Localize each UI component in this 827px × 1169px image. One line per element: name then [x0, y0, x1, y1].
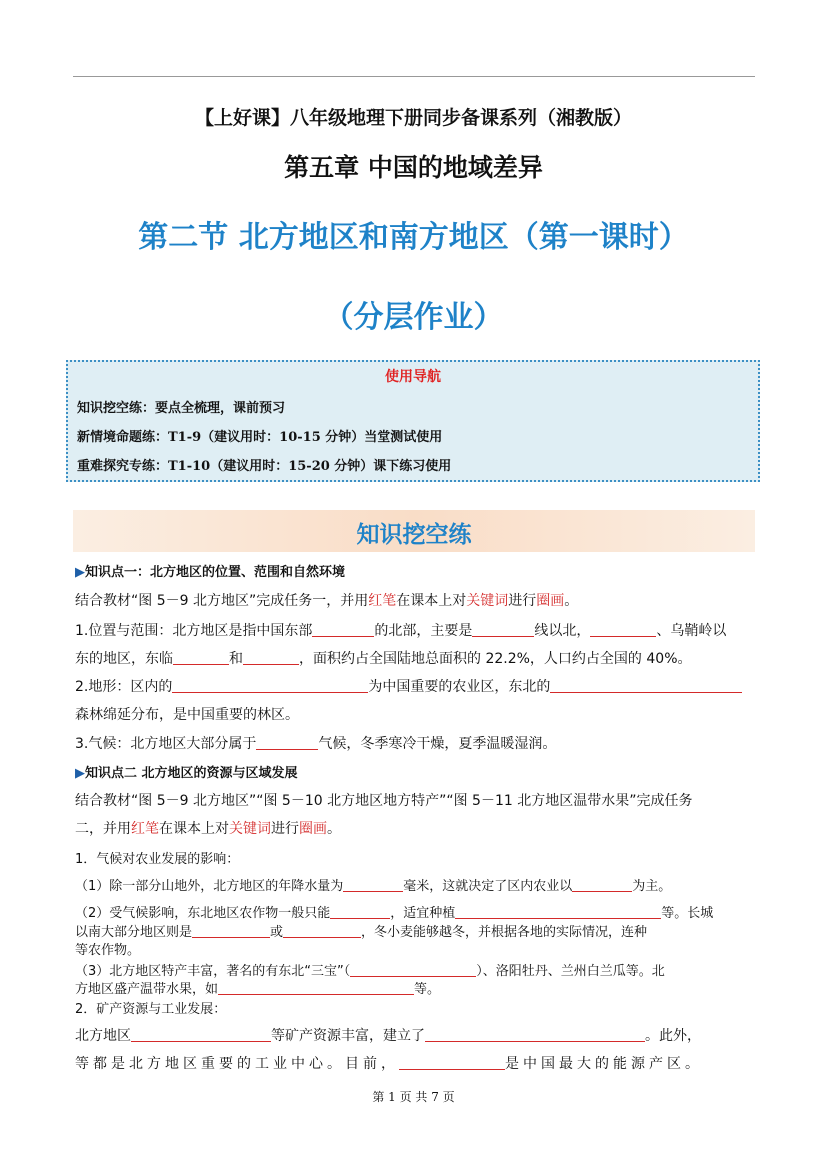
chapter-title: 第五章 中国的地域差异	[284, 153, 543, 182]
blank-field[interactable]	[173, 649, 229, 665]
subtitle: （分层作业）	[323, 300, 504, 335]
section-title: 第二节 北方地区和南方地区（第一课时）	[138, 220, 689, 255]
triangle-icon: ▶	[75, 766, 85, 781]
kp1-heading: ▶知识点一：北方地区的位置、范围和自然环境	[75, 565, 346, 580]
kp2-q1: 1．气候对农业发展的影响：	[75, 852, 240, 867]
kp2-q1-1: （1）除一部分山地外，北方地区的年降水量为 毫米，这就决定了区内农业以 为主。	[75, 875, 671, 894]
kp2-task: 结合教材“图 5－9 北方地区”“图 5－10 北方地区地方特产”“图 5－11 北方地区温带水果”完成任务	[75, 793, 693, 809]
blank-field[interactable]	[350, 961, 476, 977]
nav-title: 使用导航	[385, 369, 441, 385]
kp2-q1-2: （2）受气候影响，东北地区农作物一般只能 ，适宜种植 等。长城	[75, 902, 713, 921]
kp2-q1-3: （3）北方地区特产丰富，著名的有东北“三宝”（ ）、洛阳牡丹、兰州白兰瓜等。北	[75, 960, 665, 979]
highlight-keyword: 关键词	[229, 821, 271, 837]
highlight-red-pen: 红笔	[368, 593, 397, 609]
blank-field[interactable]	[343, 876, 403, 892]
kp1-task: 结合教材“图 5－9 北方地区”完成任务一，并用红笔在课本上对关键词进行圈画。	[75, 593, 579, 609]
banner-title: 知识挖空练	[356, 522, 472, 548]
blank-field[interactable]	[243, 649, 299, 665]
blank-field[interactable]	[172, 677, 368, 693]
header-rule	[73, 76, 755, 77]
kp2-q2-a: 北方地区 等矿产资源丰富，建立了 。此外，	[75, 1028, 701, 1044]
blank-field[interactable]	[131, 1026, 271, 1042]
highlight-circle: 圈画	[299, 821, 327, 837]
kp2-q2: 2．矿产资源与工业发展：	[75, 1002, 227, 1017]
nav-line-1: 知识挖空练：要点全梳理，课前预习	[77, 401, 286, 416]
blank-field[interactable]	[399, 1054, 505, 1070]
blank-field[interactable]	[455, 903, 661, 919]
nav-line-3: 重难探究专练：T1-10（建议用时：15-20 分钟）课下练习使用	[77, 459, 452, 474]
highlight-circle: 圈画	[536, 593, 565, 609]
blank-field[interactable]	[572, 876, 632, 892]
nav-line-2: 新情境命题练：T1-9（建议用时：10-15 分钟）当堂测试使用	[77, 430, 443, 445]
kp1-p3: 3.气候：北方地区大部分属于 气候，冬季寒冷干燥，夏季温暖湿润。	[75, 736, 557, 752]
usage-navigation-box	[66, 360, 760, 482]
highlight-keyword: 关键词	[466, 593, 509, 609]
section-banner	[73, 510, 755, 552]
kp2-q2-b: 等都是北方地区重要的工业中心。目前， 是中国最大的能源产区。	[75, 1056, 703, 1072]
blank-field[interactable]	[283, 922, 361, 938]
highlight-red-pen: 红笔	[131, 821, 159, 837]
kp2-q1-2-end: 等农作物。	[75, 943, 141, 958]
blank-field[interactable]	[218, 979, 414, 995]
triangle-icon: ▶	[75, 565, 85, 580]
kp2-task-cont: 二，并用红笔在课本上对关键词进行圈画。	[75, 821, 341, 837]
kp1-p1-cont: 东的地区，东临 和 ，面积约占全国陆地总面积的 22.2%，人口约占全国的 40%。	[75, 651, 692, 667]
blank-field[interactable]	[192, 922, 270, 938]
blank-field[interactable]	[312, 621, 374, 637]
blank-field[interactable]	[256, 734, 318, 750]
kp1-p1: 1.位置与范围：北方地区是指中国东部 的北部，主要是 线以北， 、乌鞘岭以	[75, 623, 727, 639]
blank-field[interactable]	[590, 621, 656, 637]
blank-field[interactable]	[330, 903, 390, 919]
page-footer: 第 1 页 共 7 页	[372, 1090, 455, 1104]
blank-field[interactable]	[550, 677, 742, 693]
blank-field[interactable]	[425, 1026, 645, 1042]
kp2-q1-3-cont: 方地区盛产温带水果，如 等。	[75, 978, 440, 997]
blank-field[interactable]	[472, 621, 534, 637]
kp2-q1-2-cont: 以南大部分地区则是 或 ，冬小麦能够越冬，并根据各地的实际情况，连种	[75, 921, 647, 940]
kp1-p2-cont: 森林绵延分布，是中国重要的林区。	[75, 707, 299, 723]
kp2-heading: ▶知识点二 北方地区的资源与区域发展	[75, 766, 298, 781]
series-title: 【上好课】八年级地理下册同步备课系列（湘教版）	[194, 107, 632, 129]
kp1-p2: 2.地形：区内的 为中国重要的农业区，东北的	[75, 676, 742, 696]
